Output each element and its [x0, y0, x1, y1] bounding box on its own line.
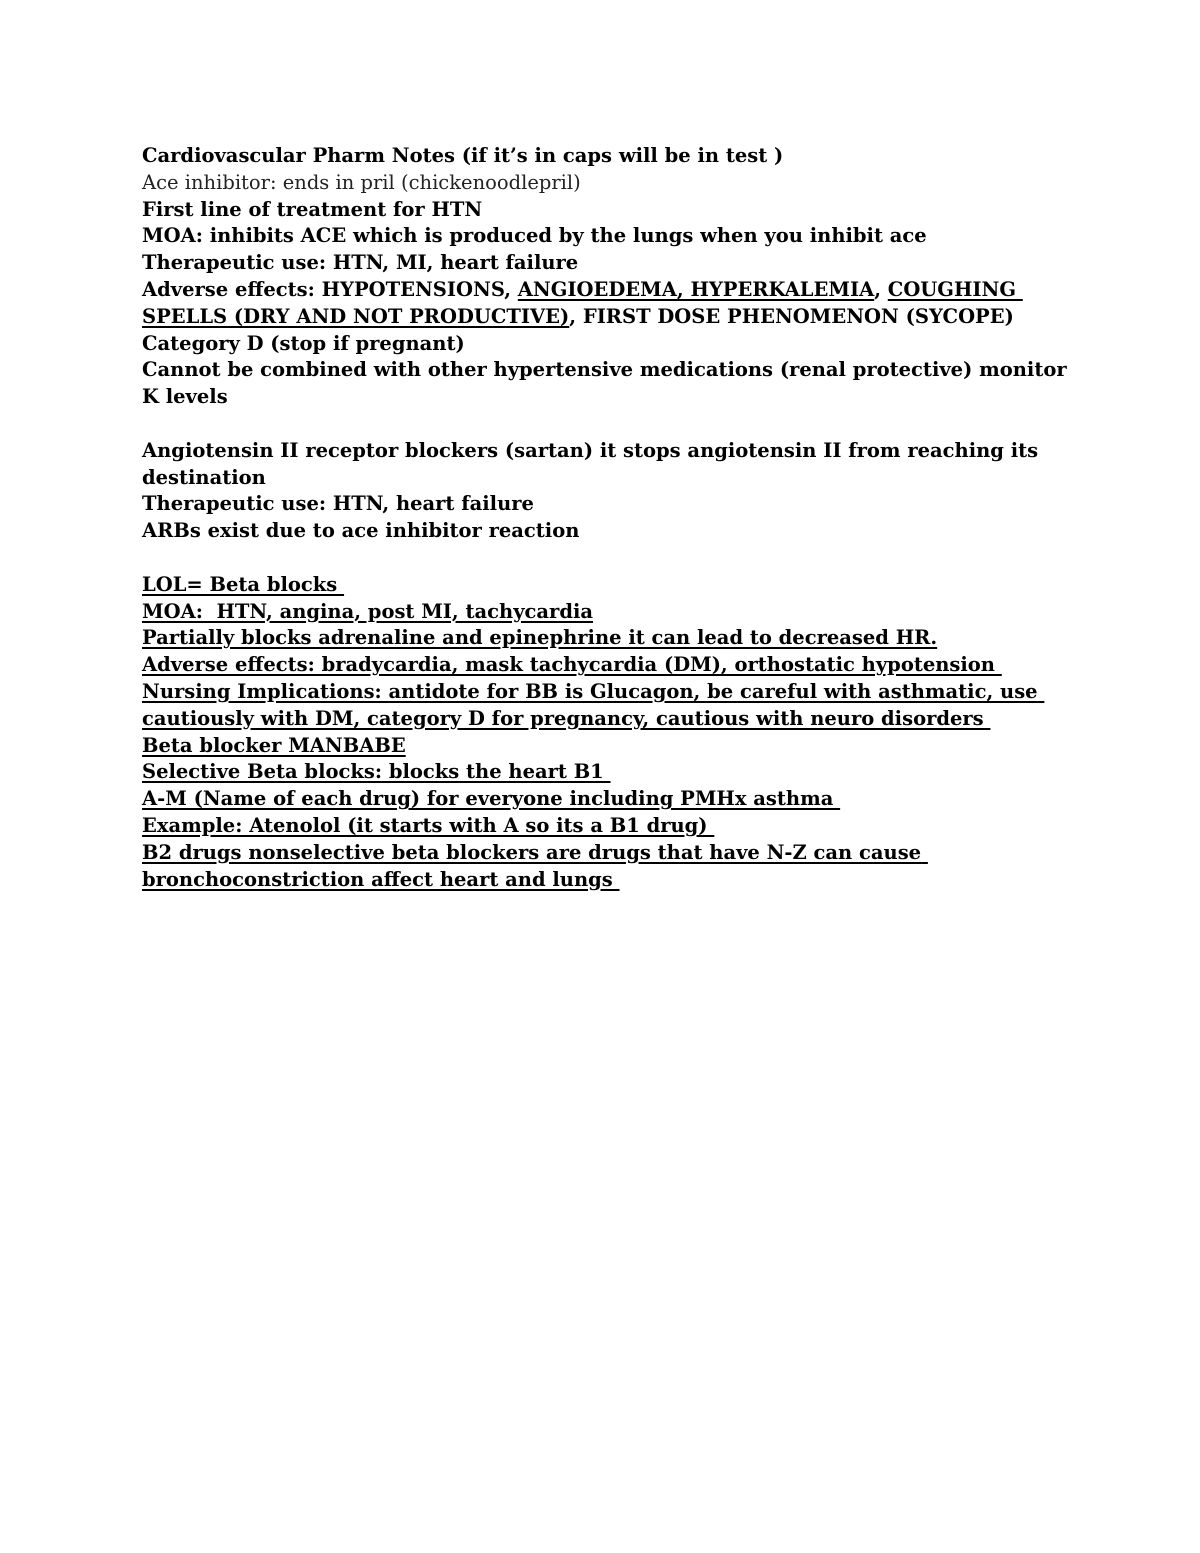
ace-adverse-underlined-2: COUGHING SPELLS (DRY AND NOT PRODUCTIVE) [142, 277, 1023, 328]
beta-line: Beta blocker MANBABE [142, 733, 406, 757]
section-gap [142, 545, 1082, 572]
ace-adverse-underlined-1: ANGIOEDEMA, HYPERKALEMIA [517, 277, 875, 301]
ace-moa: MOA: inhibits ACE which is produced by the lungs when you inhibit ace [142, 224, 927, 248]
ace-first-line: First line of treatment for HTN [142, 197, 483, 221]
beta-line: MOA: HTN, angina, post MI, tachycardia [142, 599, 593, 623]
beta-line: B2 drugs nonselective beta blockers are drugs that have N-Z can cause bronchoconstriction affect heart and lungs [142, 840, 928, 891]
ace-category: Category D (stop if pregnant) [142, 331, 465, 355]
ace-heading: Ace inhibitor: ends in pril (chickenoodlepril) [142, 170, 581, 194]
beta-line: Partially blocks adrenaline and epinephrine it can lead to decreased HR. [142, 626, 938, 650]
beta-line: Selective Beta blocks: blocks the heart B1 [142, 760, 611, 784]
arb-exist-note: ARBs exist due to ace inhibitor reaction [142, 519, 580, 543]
section-gap [142, 411, 1082, 438]
ace-therapeutic-use: Therapeutic use: HTN, MI, heart failure [142, 251, 579, 275]
document-body [142, 143, 1082, 893]
beta-line: LOL= Beta blocks [142, 572, 345, 596]
beta-line: Adverse effects: bradycardia, mask tachycardia (DM), orthostatic hypotension [142, 653, 1002, 677]
beta-line: A-M (Name of each drug) for everyone including PMHx asthma [142, 787, 841, 811]
ace-combine-warning: Cannot be combined with other hypertensive medications (renal protective) monitor K levels [142, 358, 1074, 409]
ace-adverse-suffix: , FIRST DOSE PHENOMENON (SYCOPE) [569, 304, 1014, 328]
arb-therapeutic-use: Therapeutic use: HTN, heart failure [142, 492, 534, 516]
ace-adverse-effects [142, 277, 1082, 331]
beta-line: Example: Atenolol (it starts with A so its a B1 drug) [142, 813, 715, 837]
document-title: Cardiovascular Pharm Notes (if it’s in caps will be in test ) [142, 144, 784, 167]
ace-adverse-prefix: Adverse effects: HYPOTENSIONS, [142, 277, 518, 301]
arb-heading: Angiotensin II receptor blockers (sartan) it stops angiotensin II from reaching its destination [142, 438, 1045, 489]
beta-line: Nursing Implications: antidote for BB is Glucagon, be careful with asthmatic, use cautiously with DM, category D for pregnancy, cautious with neuro disorders [142, 679, 1045, 730]
ace-adverse-mid: , [874, 277, 888, 301]
